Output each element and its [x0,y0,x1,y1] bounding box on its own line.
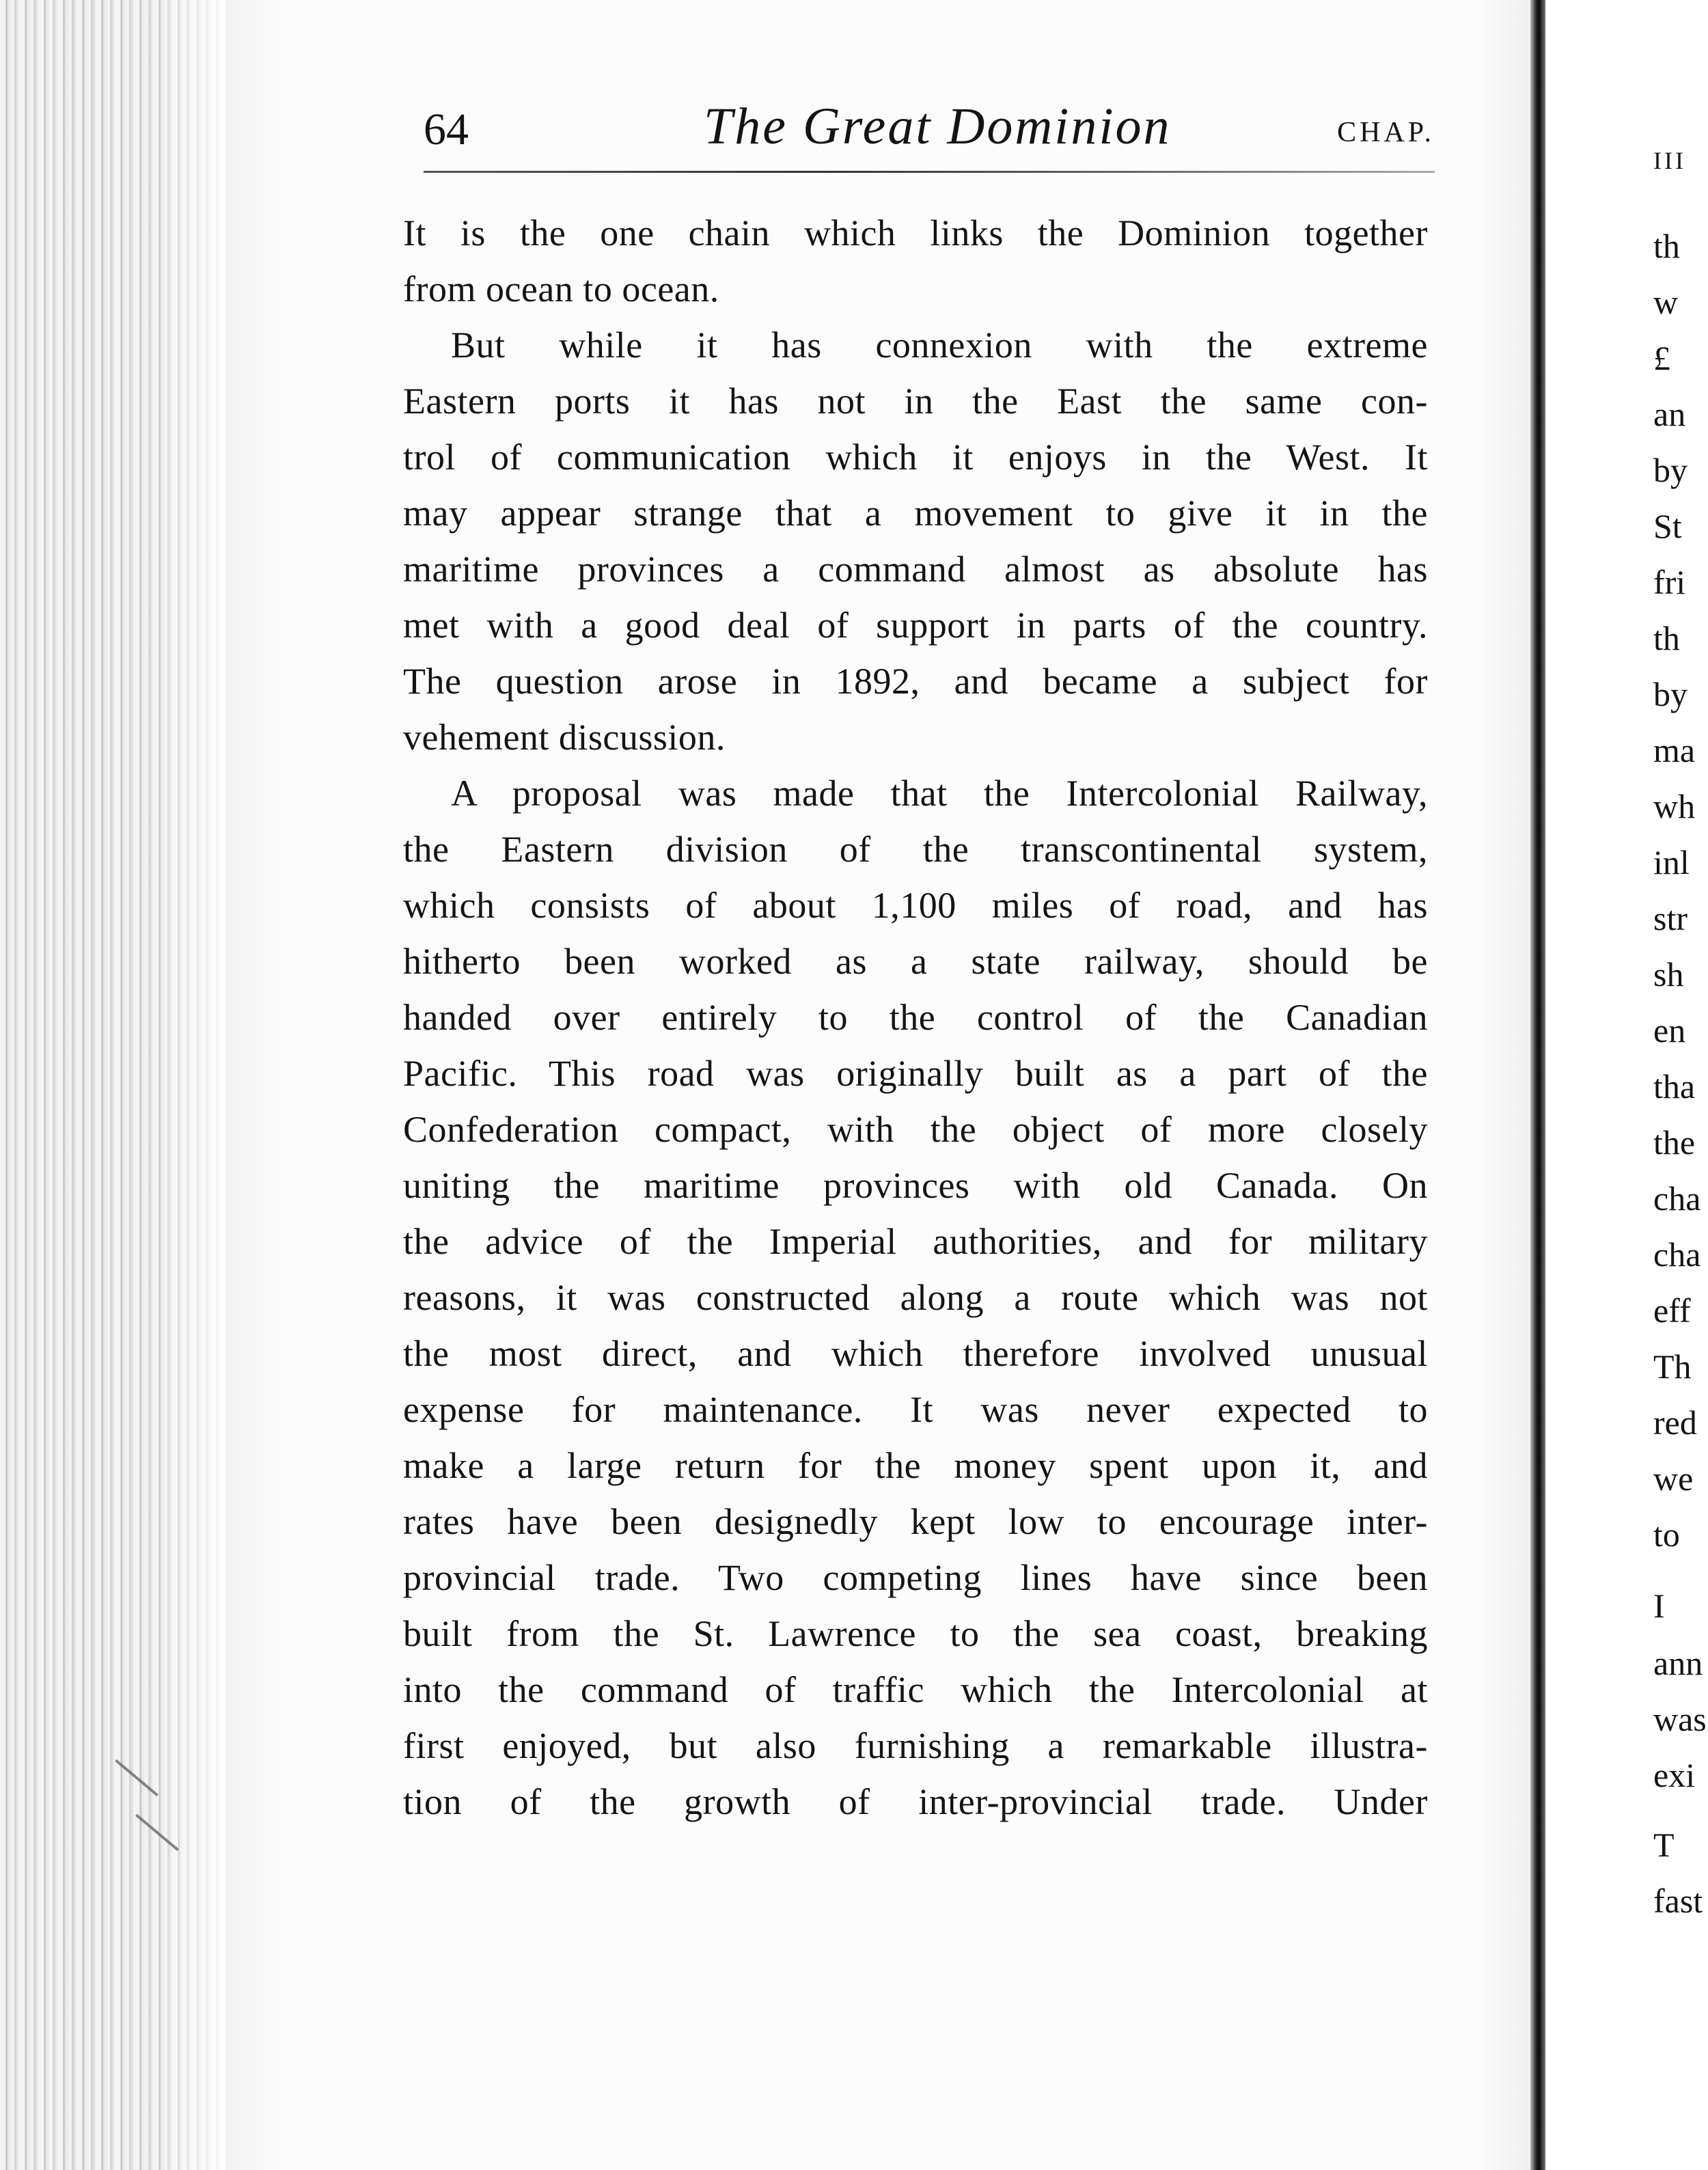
facing-page-fragment: eff [1653,1291,1691,1330]
facing-page-fragment: th [1653,619,1680,657]
facing-page-fragment: th [1653,227,1680,265]
text-line: Eastern ports it has not in the East the same con- [403,381,1428,422]
text-line: met with a good deal of support in parts of the country. [403,605,1428,646]
running-title: The Great Dominion [704,98,1172,155]
facing-page-fragment: en [1653,1011,1686,1049]
facing-page-fragment: St [1653,507,1682,545]
text-line: A proposal was made that the Intercolonial Railway, [451,773,1428,814]
facing-page-fragment: cha [1653,1235,1701,1274]
text-line: provincial trade. Two competing lines have since been [403,1557,1428,1598]
text-line: expense for maintenance. It was never expected to [403,1389,1428,1430]
running-header [424,96,1435,164]
text-line: first enjoyed, but also furnishing a remarkable illustra- [403,1725,1428,1766]
facing-page-fragment: cha [1653,1179,1701,1218]
facing-page-fragment: tha [1653,1067,1696,1105]
page-number: 64 [424,105,469,154]
facing-page-fragment: £ [1653,339,1670,377]
facing-page-fragment: the [1653,1123,1696,1162]
binding-shadow [150,0,225,2170]
facing-page-fragment: Th [1653,1347,1692,1386]
text-line: uniting the maritime provinces with old Canada. On [403,1165,1428,1206]
text-line: built from the St. Lawrence to the sea coast, breaking [403,1613,1428,1654]
facing-page-fragment: inl [1653,843,1690,881]
text-line: It is the one chain which links the Dominion together [403,212,1428,253]
text-line: may appear strange that a movement to give it in the [403,493,1428,534]
text-line: trol of communication which it enjoys in the West. It [403,437,1428,478]
text-line: rates have been designedly kept low to encourage inter- [403,1501,1428,1542]
facing-page-fragment: sh [1653,955,1684,993]
text-line: vehement discussion. [403,717,726,758]
text-line: the most direct, and which therefore involved unusual [403,1333,1428,1374]
facing-page-fragment: T [1653,1826,1675,1864]
header-rule [424,171,1435,173]
chapter-label: CHAP. [1337,117,1435,148]
facing-page-fragment: fast [1653,1882,1703,1920]
facing-page-fragment: was [1653,1700,1707,1738]
facing-page-fragment: w [1653,283,1679,321]
text-line: Confederation compact, with the object of more closely [403,1109,1428,1150]
facing-page-fragment: an [1653,395,1686,433]
facing-page-fragment: str [1653,899,1688,937]
facing-page-fragment: I [1653,1587,1665,1625]
facing-page-fragment: we [1653,1459,1694,1498]
facing-page-fragment: by [1653,451,1688,489]
text-line: maritime provinces a command almost as absolute has [403,549,1428,590]
body-text [403,205,1428,1830]
text-line: the advice of the Imperial authorities, and for military [403,1221,1428,1262]
facing-page-fragment: ann [1653,1644,1703,1682]
facing-page-fragment: exi [1653,1756,1696,1794]
text-line: But while it has connexion with the extreme [451,325,1428,366]
text-line: make a large return for the money spent upon it, and [403,1445,1428,1486]
text-line: into the command of traffic which the Intercolonial at [403,1669,1428,1710]
text-line: reasons, it was constructed along a route which was not [403,1277,1428,1318]
facing-page-fragment: fri [1653,563,1686,601]
text-line: The question arose in 1892, and became a subject for [403,661,1428,702]
facing-page-fragment: ma [1653,731,1696,769]
text-line: Pacific. This road was originally built as a part of the [403,1053,1428,1094]
facing-page-fragment: wh [1653,787,1696,825]
text-line: the Eastern division of the transcontinental system, [403,829,1428,870]
facing-page-fragment: to [1653,1515,1680,1554]
facing-page-fragment: by [1653,675,1688,713]
text-line: hitherto been worked as a state railway, should be [403,941,1428,982]
text-line: handed over entirely to the control of the Canadian [403,997,1428,1038]
facing-page-fragment: III [1653,147,1686,174]
text-line: which consists of about 1,100 miles of road, and has [403,885,1428,926]
text-line: tion of the growth of inter-provincial trade. Under [403,1781,1428,1822]
facing-page-fragment: red [1653,1403,1697,1442]
page-gutter [1530,0,1545,2170]
text-line: from ocean to ocean. [403,269,719,310]
